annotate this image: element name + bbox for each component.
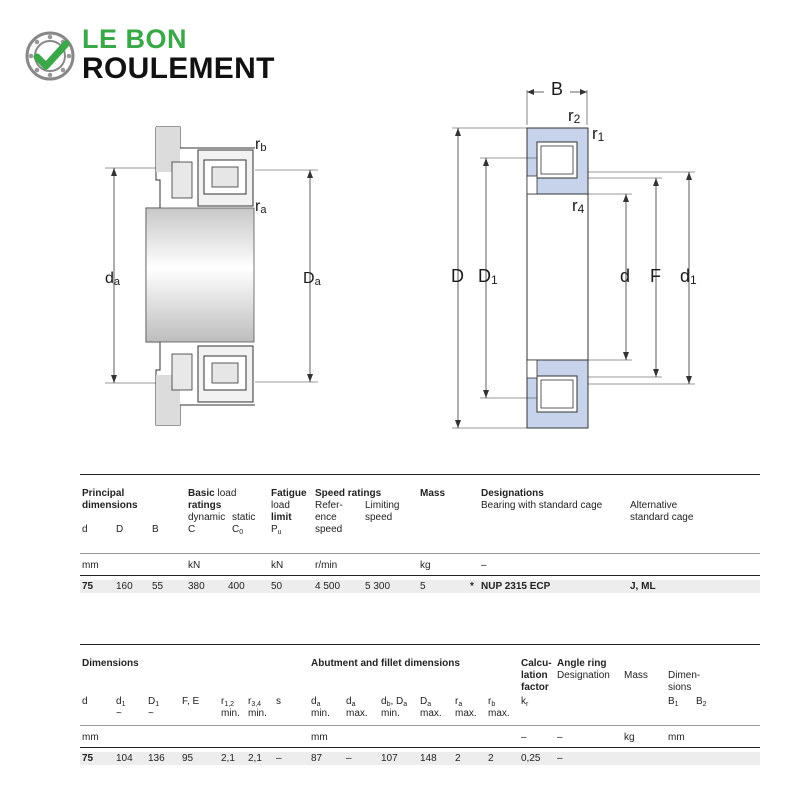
unit-kN: kN xyxy=(188,560,201,571)
cell-D: 160 xyxy=(116,581,133,592)
hdr-static: static xyxy=(232,512,256,523)
hdr2-dbDa-min: min. xyxy=(381,708,400,719)
hdr2-d1: $d_1$ xyxy=(116,696,126,708)
hdr2-angle-ring: Angle ring xyxy=(557,658,607,669)
hdr2-calc2: lation xyxy=(521,670,548,681)
abutment-drawing xyxy=(100,120,330,435)
hdr2-min2: min. xyxy=(248,708,267,719)
unit2-dash1: – xyxy=(521,732,527,743)
label-da: $d_a$ xyxy=(105,270,121,288)
unit2-kg: kg xyxy=(624,732,635,743)
hdr2-abutment: Abutment and fillet dimensions xyxy=(311,658,460,669)
cell2-r12: 2,1 xyxy=(221,753,235,764)
sym-Pu: $P_u$ xyxy=(271,524,282,536)
hdr2-B2: $B_2$ xyxy=(696,696,707,708)
unit-mm: mm xyxy=(82,560,99,571)
hdr2-da2: $d_a$ xyxy=(346,696,356,708)
cell-Pu: 50 xyxy=(271,581,283,592)
cell-alternative: J, ML xyxy=(630,581,656,592)
hdr2-B1: $B_1$ xyxy=(668,696,679,708)
cell-mass: 5 xyxy=(420,581,426,592)
hdr2-dbDa: $d_b$, $D_a$ xyxy=(381,696,408,708)
cell2-Da-max: 148 xyxy=(420,753,437,764)
hdr2-mass: Mass xyxy=(624,670,648,681)
unit2-mm3: mm xyxy=(668,732,685,743)
hdr-fatigue-load: load xyxy=(271,500,290,511)
unit-kN2: kN xyxy=(271,560,284,571)
sym-B: B xyxy=(152,524,159,535)
label-Da: $D_a$ xyxy=(303,270,321,288)
hdr-ref1: Refer- xyxy=(315,500,343,511)
hdr-dynamic: dynamic xyxy=(188,512,226,523)
unit-kg: kg xyxy=(420,560,431,571)
label-d: d xyxy=(620,266,631,286)
label-r1: $r_1$ xyxy=(592,124,605,144)
cell-star: * xyxy=(470,581,474,592)
cell-d: 75 xyxy=(82,581,94,592)
label-r4: $r_4$ xyxy=(572,196,585,216)
hdr2-ra-max: max. xyxy=(455,708,477,719)
unit2-mm2: mm xyxy=(311,732,328,743)
hdr-alt2: standard cage xyxy=(630,512,694,523)
hdr2-min1: min. xyxy=(221,708,240,719)
sym-C: C xyxy=(188,524,196,535)
hdr-mass: Mass xyxy=(420,488,446,499)
bearing-check-icon xyxy=(24,30,76,82)
logo-line1: LE BON xyxy=(82,24,188,54)
hdr2-calc1: Calcu- xyxy=(521,658,552,669)
cell2-kr: 0,25 xyxy=(521,753,541,764)
hdr-dimensions: dimensions xyxy=(82,500,138,511)
unit2-mm: mm xyxy=(82,732,99,743)
hdr2-calc3: factor xyxy=(521,682,549,693)
hdr2-designation: Designation xyxy=(557,670,610,681)
hdr-fatigue: Fatigue xyxy=(271,488,307,499)
unit2-dash2: – xyxy=(557,732,563,743)
hdr-ref3: speed xyxy=(315,524,343,535)
bearing-drawing xyxy=(440,80,710,440)
hdr2-tilde1: ~ xyxy=(116,708,122,719)
label-d1: $d_1$ xyxy=(680,266,697,287)
cell2-da-max: – xyxy=(346,753,352,764)
cell2-d1: 104 xyxy=(116,753,133,764)
unit-rmin: r/min xyxy=(315,560,338,571)
sym-D: D xyxy=(116,524,124,535)
cell-B: 55 xyxy=(152,581,164,592)
hdr2-ra: $r_a$ xyxy=(455,696,463,708)
hdr-lim1: Limiting xyxy=(365,500,400,511)
label-B: B xyxy=(551,79,564,99)
hdr2-FE: F, E xyxy=(182,696,200,707)
hdr2-dimensions: Dimensions xyxy=(82,658,139,669)
sym-d: d xyxy=(82,524,88,535)
hdr2-rb-max: max. xyxy=(488,708,510,719)
cell-lim-speed: 5 300 xyxy=(365,581,391,592)
cell-C: 380 xyxy=(188,581,205,592)
unit-dash: – xyxy=(481,560,487,571)
cell2-angle-ring: – xyxy=(557,753,563,764)
hdr2-tilde2: ~ xyxy=(148,708,154,719)
cell-C0: 400 xyxy=(228,581,245,592)
hdr2-Da: $D_a$ xyxy=(420,696,432,708)
hdr2-da2-max: max. xyxy=(346,708,368,719)
hdr2-D1: $D_1$ xyxy=(148,696,160,708)
cell2-FE: 95 xyxy=(182,753,194,764)
hdr2-r12: $r_{1,2}$ xyxy=(221,696,235,708)
label-rb: $r_b$ xyxy=(255,136,267,154)
hdr-basic: Basic load xyxy=(188,488,237,499)
label-D: D xyxy=(451,266,464,286)
cell2-dbDa-min: 107 xyxy=(381,753,398,764)
hdr2-dimen2: sions xyxy=(668,682,692,693)
cell-ref-speed: 4 500 xyxy=(315,581,341,592)
hdr-ref2: ence xyxy=(315,512,337,523)
hdr-alt1: Alternative xyxy=(630,500,678,511)
hdr-bearing-std: Bearing with standard cage xyxy=(481,500,603,511)
hdr-lim2: speed xyxy=(365,512,393,523)
cell2-r34: 2,1 xyxy=(248,753,262,764)
cell2-ra-max: 2 xyxy=(455,753,461,764)
hdr2-d: d xyxy=(82,696,88,707)
cell2-s: – xyxy=(276,753,282,764)
label-ra: $r_a$ xyxy=(255,198,267,216)
cell2-D1: 136 xyxy=(148,753,165,764)
hdr2-kr: $k_r$ xyxy=(521,696,529,708)
hdr2-da: $d_a$ xyxy=(311,696,321,708)
hdr2-r34: $r_{3,4}$ xyxy=(248,696,262,708)
label-D1: $D_1$ xyxy=(478,266,498,287)
hdr-speed: Speed ratings xyxy=(315,488,382,499)
hdr2-Da-max: max. xyxy=(420,708,442,719)
hdr2-rb: $r_b$ xyxy=(488,696,496,708)
hdr-ratings: ratings xyxy=(188,500,222,511)
logo-line2: ROULEMENT xyxy=(82,52,275,85)
hdr2-s: s xyxy=(276,696,281,707)
sym-C0: $C_0$ xyxy=(232,524,244,536)
hdr-designations: Designations xyxy=(481,488,544,499)
cell-designation: NUP 2315 ECP xyxy=(481,581,551,592)
cell2-d: 75 xyxy=(82,753,94,764)
label-F: F xyxy=(650,266,661,286)
hdr2-da-min: min. xyxy=(311,708,330,719)
hdr-principal: Principal xyxy=(82,488,125,499)
hdr2-dimen1: Dimen- xyxy=(668,670,701,681)
hdr-fatigue-limit: limit xyxy=(271,512,292,523)
cell2-da-min: 87 xyxy=(311,753,323,764)
label-r2: $r_2$ xyxy=(568,106,581,126)
cell2-rb-max: 2 xyxy=(488,753,494,764)
